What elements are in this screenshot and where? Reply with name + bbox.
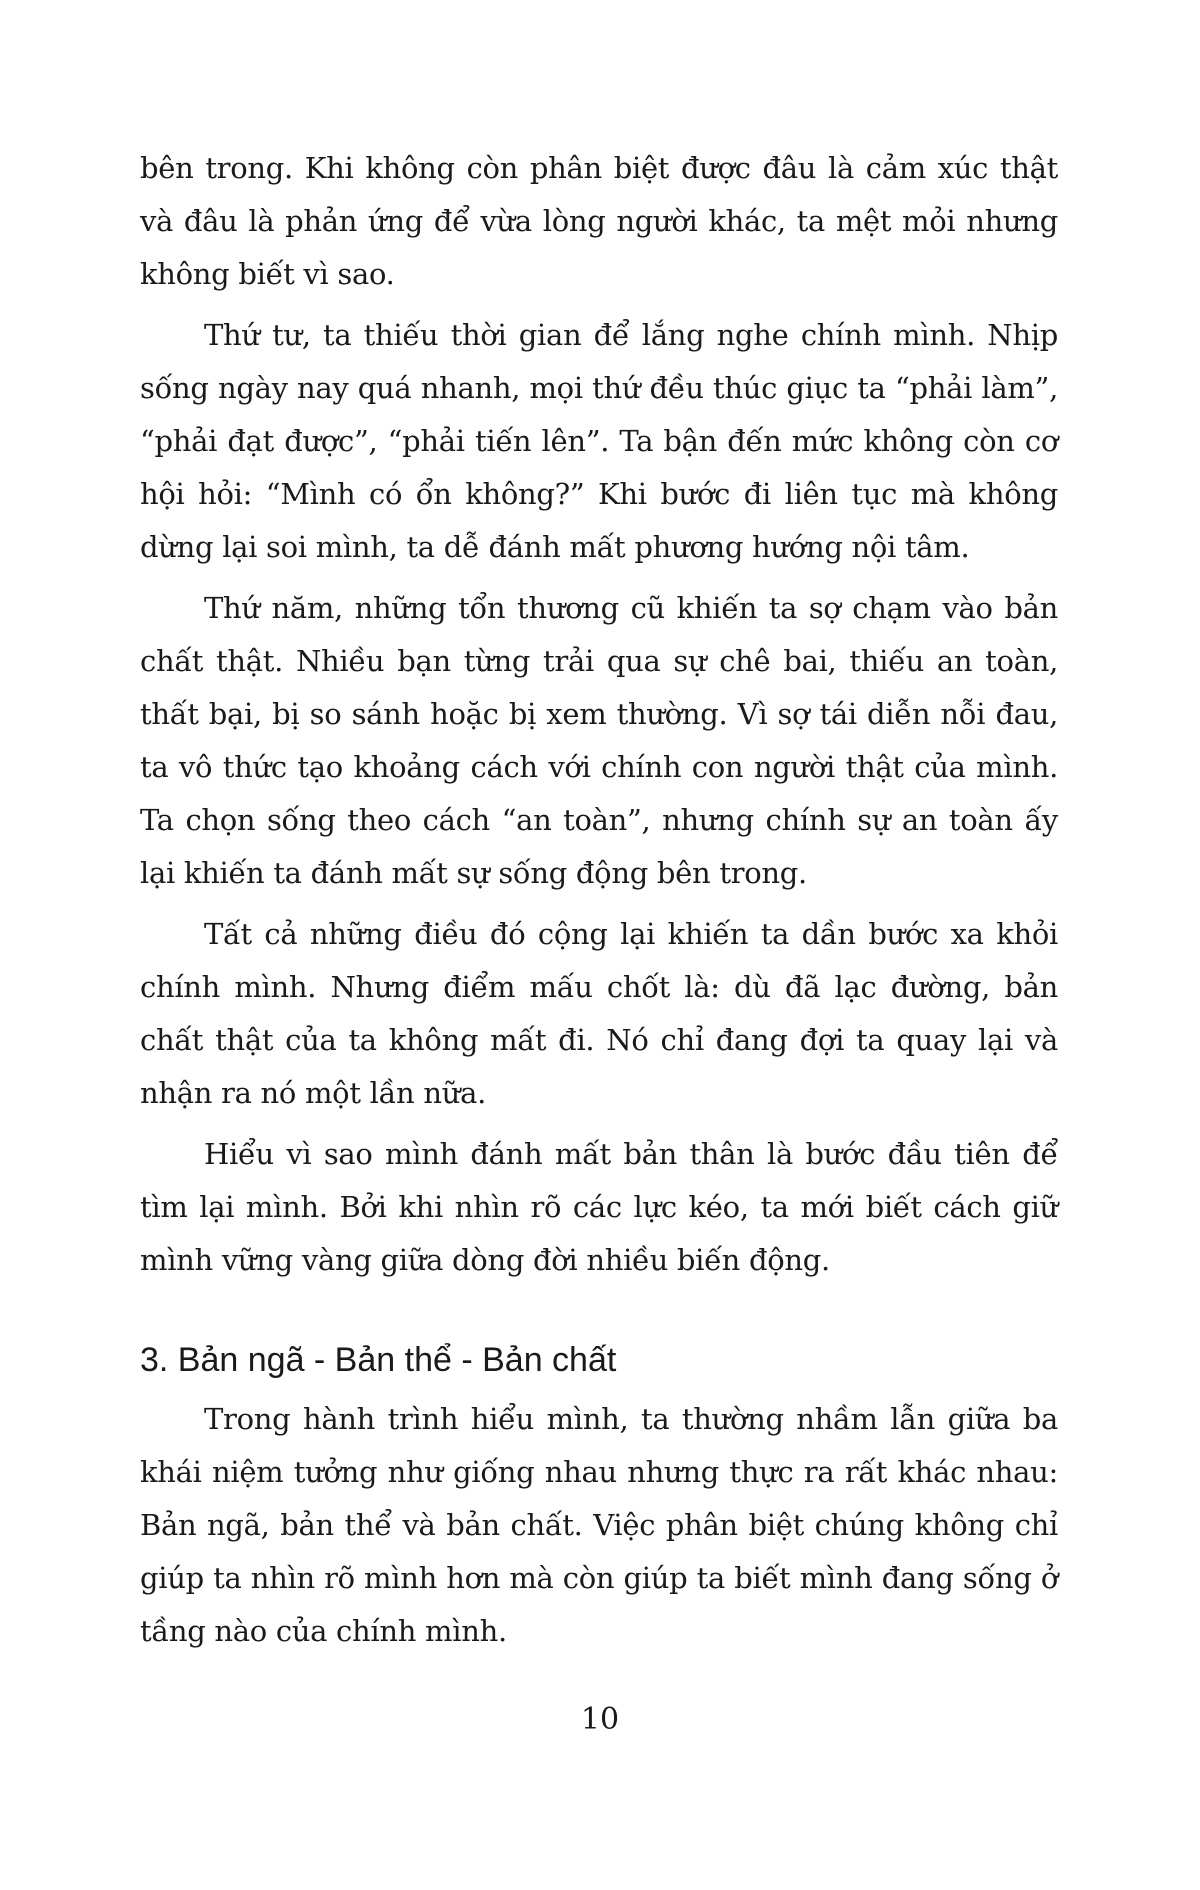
paragraph-fifth-reason: Thứ năm, những tổn thương cũ khiến ta sợ chạm vào bản chất thật. Nhiều bạn từng trải qua sự chê bai, thiếu an toàn, thất bại, bị so sánh hoặc bị xem thường. Vì sợ tái diễn nỗi đau, ta vô thức tạo khoảng cách với chính con người thật của mình. Ta chọn sống theo cách “an toàn”, nhưng chính sự an toàn ấy lại khiến ta đánh mất sự sống động bên trong. <box>140 591 1058 890</box>
paragraph-fourth-reason: Thứ tư, ta thiếu thời gian để lắng nghe chính mình. Nhịp sống ngày nay quá nhanh, mọi thứ đều thúc giục ta “phải làm”, “phải đạt được”, “phải tiến lên”. Ta bận đến mức không còn cơ hội hỏi: “Mình có ổn không?” Khi bước đi liên tục mà không dừng lại soi mình, ta dễ đánh mất phương hướng nội tâm. <box>140 318 1058 564</box>
paragraph-conclusion: Hiểu vì sao mình đánh mất bản thân là bước đầu tiên để tìm lại mình. Bởi khi nhìn rõ các lực kéo, ta mới biết cách giữ mình vững vàng giữa dòng đời nhiều biến động. <box>140 1137 1058 1277</box>
page-body <box>140 142 1058 1666</box>
section-title: 3. Bản ngã - Bản thể - Bản chất <box>140 1341 617 1379</box>
paragraph-continuation: bên trong. Khi không còn phân biệt được đâu là cảm xúc thật và đâu là phản ứng để vừa lòng người khác, ta mệt mỏi nhưng không biết vì sao. <box>140 151 1058 291</box>
paragraph-section-intro: Trong hành trình hiểu mình, ta thường nhầm lẫn giữa ba khái niệm tưởng như giống nhau nhưng thực ra rất khác nhau: Bản ngã, bản thể và bản chất. Việc phân biệt chúng không chỉ giúp ta nhìn rõ mình hơn mà còn giúp ta biết mình đang sống ở tầng nào của chính mình. <box>140 1402 1058 1648</box>
page-number: 10 <box>580 1702 620 1737</box>
paragraph-summary: Tất cả những điều đó cộng lại khiến ta dần bước xa khỏi chính mình. Nhưng điểm mấu chốt là: dù đã lạc đường, bản chất thật của ta không mất đi. Nó chỉ đang đợi ta quay lại và nhận ra nó một lần nữa. <box>140 917 1058 1110</box>
